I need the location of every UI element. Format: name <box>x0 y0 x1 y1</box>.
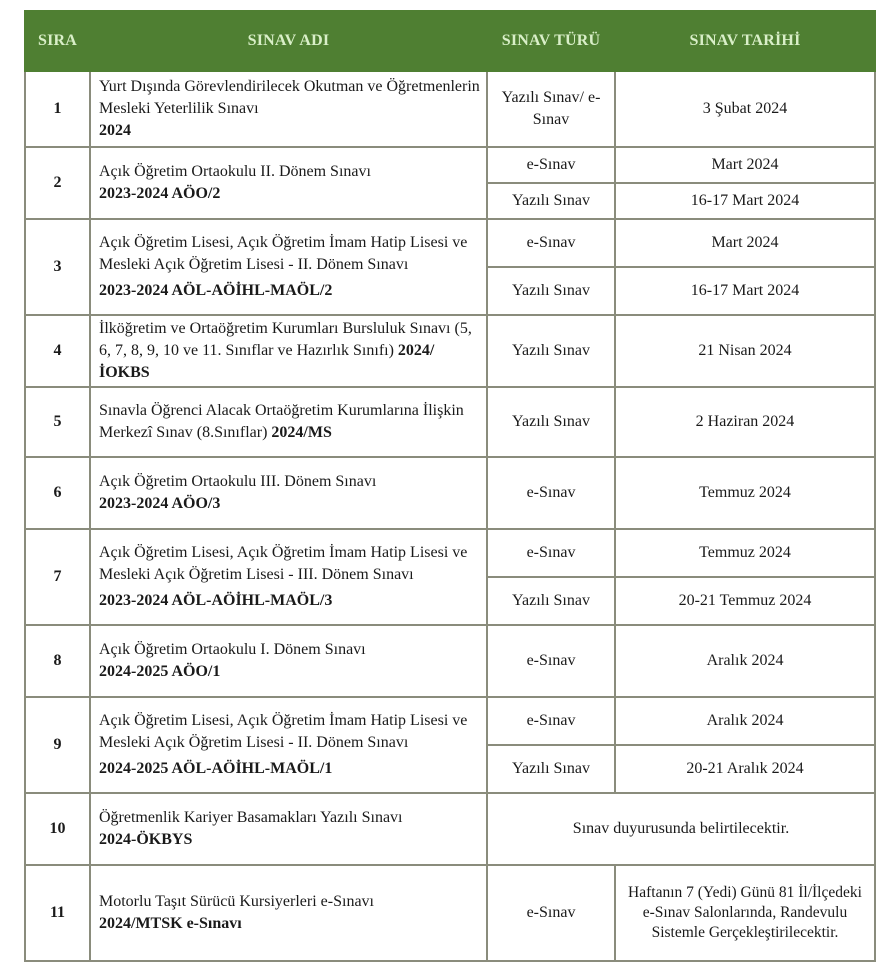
exam-code: 2024-2025 AÖL-AÖİHL-MAÖL/1 <box>99 760 333 777</box>
exam-code: 2023-2024 AÖL-AÖİHL-MAÖL/3 <box>99 592 333 609</box>
exam-type: e-Sınav <box>487 457 615 529</box>
header-type: SINAV TÜRÜ <box>487 11 615 71</box>
exam-type: e-Sınav <box>487 625 615 697</box>
exam-name <box>90 219 487 315</box>
date-note-merged: Sınav duyurusunda belirtilecektir. <box>487 793 875 865</box>
exam-name <box>90 697 487 793</box>
exam-date: Mart 2024 <box>615 219 875 267</box>
exam-date: 2 Haziran 2024 <box>615 387 875 457</box>
exam-title: Açık Öğretim Ortaokulu III. Dönem Sınavı <box>99 473 377 490</box>
row-no: 9 <box>25 697 90 793</box>
exam-title: Açık Öğretim Lisesi, Açık Öğretim İmam Hatip Lisesi ve Mesleki Açık Öğretim Lisesi - II. Dönem Sınavı <box>99 712 468 751</box>
exam-title: Açık Öğretim Lisesi, Açık Öğretim İmam Hatip Lisesi ve Mesleki Açık Öğretim Lisesi - II. Dönem Sınavı <box>99 234 468 273</box>
exam-type: Yazılı Sınav/ e-Sınav <box>487 71 615 147</box>
table-row <box>25 147 875 183</box>
exam-code: 2024/MTSK e-Sınavı <box>99 915 242 932</box>
exam-title: Sınavla Öğrenci Alacak Ortaöğretim Kurumlarına İlişkin Merkezî Sınav (8.Sınıflar) <box>99 402 464 441</box>
row-no: 1 <box>25 71 90 147</box>
table-row <box>25 71 875 147</box>
exam-title: Öğretmenlik Kariyer Basamakları Yazılı Sınavı <box>99 809 403 826</box>
table-row <box>25 697 875 745</box>
exam-code: 2023-2024 AÖL-AÖİHL-MAÖL/2 <box>99 282 333 299</box>
exam-title: Motorlu Taşıt Sürücü Kursiyerleri e-Sınavı <box>99 893 374 910</box>
exam-type: Yazılı Sınav <box>487 577 615 625</box>
exam-type: Yazılı Sınav <box>487 267 615 315</box>
exam-type: Yazılı Sınav <box>487 387 615 457</box>
exam-code: 2024 <box>99 122 131 139</box>
exam-code: 2023-2024 AÖO/3 <box>99 495 221 512</box>
exam-title: Açık Öğretim Lisesi, Açık Öğretim İmam Hatip Lisesi ve Mesleki Açık Öğretim Lisesi - III. Dönem Sınavı <box>99 544 468 583</box>
exam-type: e-Sınav <box>487 865 615 961</box>
exam-name <box>90 315 487 387</box>
exam-date: 20-21 Temmuz 2024 <box>615 577 875 625</box>
exam-name <box>90 387 487 457</box>
exam-type: e-Sınav <box>487 219 615 267</box>
exam-date: 20-21 Aralık 2024 <box>615 745 875 793</box>
date-line: Haftanın 7 (Yedi) Günü 81 <box>628 884 795 901</box>
exam-name <box>90 529 487 625</box>
row-no: 11 <box>25 865 90 961</box>
exam-code: 2024-2025 AÖO/1 <box>99 663 221 680</box>
exam-name <box>90 457 487 529</box>
exam-name <box>90 793 487 865</box>
exam-date: Aralık 2024 <box>615 697 875 745</box>
row-no: 3 <box>25 219 90 315</box>
exam-name <box>90 865 487 961</box>
exam-name <box>90 147 487 219</box>
exam-type: Yazılı Sınav <box>487 315 615 387</box>
table-row <box>25 457 875 529</box>
row-no: 5 <box>25 387 90 457</box>
exam-date: 21 Nisan 2024 <box>615 315 875 387</box>
exam-code: 2023-2024 AÖO/2 <box>99 185 221 202</box>
exam-date: 3 Şubat 2024 <box>615 71 875 147</box>
exam-type: e-Sınav <box>487 529 615 577</box>
date-line: Gerçekleştirilecektir. <box>708 924 839 941</box>
table-row <box>25 793 875 865</box>
row-no: 8 <box>25 625 90 697</box>
exam-date <box>615 865 875 961</box>
exam-type: Yazılı Sınav <box>487 183 615 219</box>
header-date: SINAV TARİHİ <box>615 11 875 71</box>
exam-name <box>90 71 487 147</box>
date-line: İl/İlçedeki e-Sınav Salonlarında, <box>642 884 862 921</box>
exam-date: 16-17 Mart 2024 <box>615 267 875 315</box>
table-row <box>25 387 875 457</box>
exam-title: Yurt Dışında Görevlendirilecek Okutman ve Öğretmenlerin Mesleki Yeterlilik Sınavı <box>99 78 480 117</box>
exam-date: Temmuz 2024 <box>615 457 875 529</box>
header-row <box>25 11 875 71</box>
exam-type: e-Sınav <box>487 147 615 183</box>
exam-code: 2024/MS <box>271 424 332 441</box>
exam-title: Açık Öğretim Ortaokulu II. Dönem Sınavı <box>99 163 371 180</box>
table-row <box>25 219 875 267</box>
exam-title: İlköğretim ve Ortaöğretim Kurumları Bursluluk Sınavı (5, 6, 7, 8, 9, 10 ve 11. Sınıflar ve Hazırlık Sınıfı) <box>99 320 472 359</box>
table-row <box>25 865 875 961</box>
exam-type: e-Sınav <box>487 697 615 745</box>
header-name: SINAV ADI <box>90 11 487 71</box>
header-no: SIRA <box>25 11 90 71</box>
exam-date: Temmuz 2024 <box>615 529 875 577</box>
exam-code: 2024-ÖKBYS <box>99 831 193 848</box>
table-row <box>25 315 875 387</box>
exam-name <box>90 625 487 697</box>
row-no: 7 <box>25 529 90 625</box>
table-row <box>25 529 875 577</box>
exam-date: Aralık 2024 <box>615 625 875 697</box>
exam-title: Açık Öğretim Ortaokulu I. Dönem Sınavı <box>99 641 366 658</box>
exam-type: Yazılı Sınav <box>487 745 615 793</box>
row-no: 2 <box>25 147 90 219</box>
row-no: 4 <box>25 315 90 387</box>
table-row <box>25 625 875 697</box>
exam-date: Mart 2024 <box>615 147 875 183</box>
row-no: 6 <box>25 457 90 529</box>
exam-code: 2024/İOKBS <box>99 342 435 381</box>
exam-schedule-table <box>24 10 876 962</box>
exam-date: 16-17 Mart 2024 <box>615 183 875 219</box>
date-line: Randevulu Sistemle <box>651 904 848 941</box>
row-no: 10 <box>25 793 90 865</box>
